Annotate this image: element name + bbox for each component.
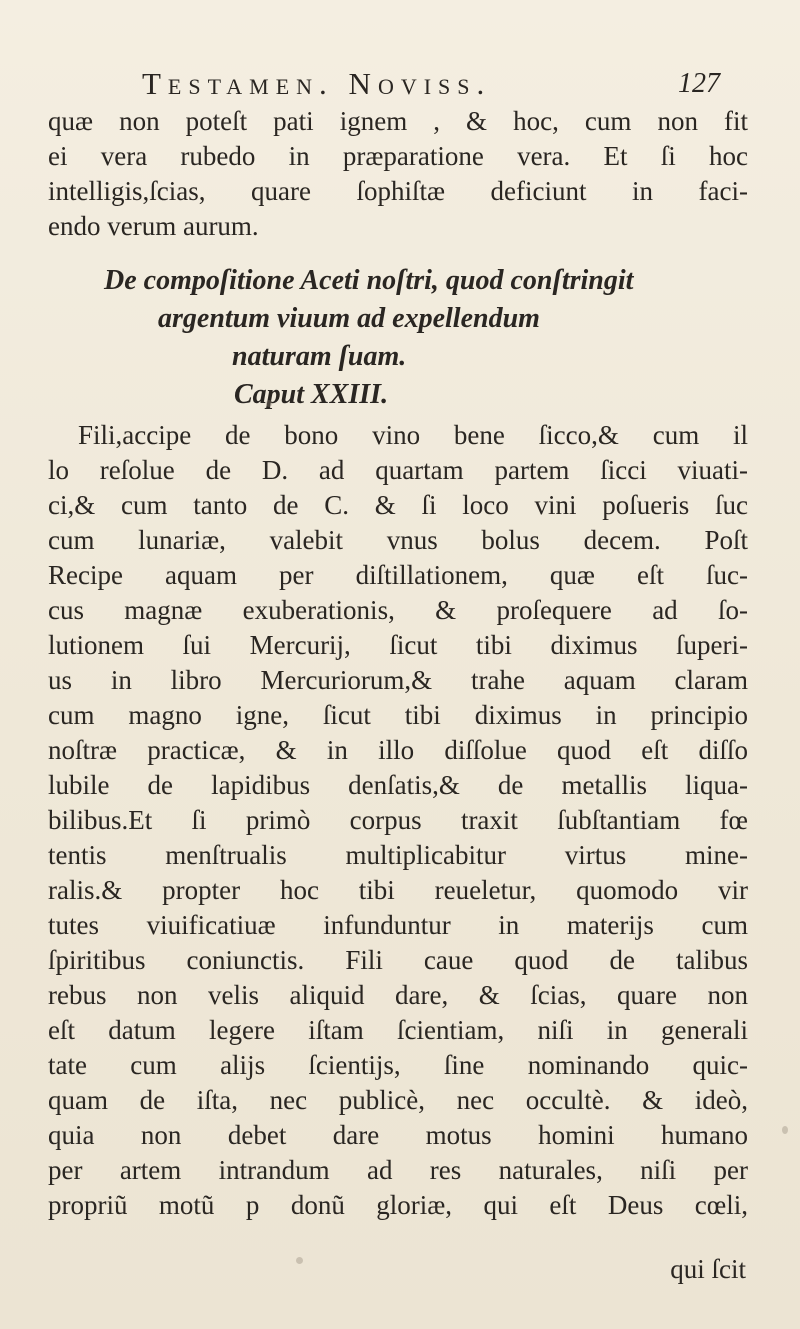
ink-spot xyxy=(782,1126,788,1134)
text-line: rebus non velis aliquid dare, & ſcias, quare non xyxy=(48,980,748,1010)
text-line: intelligis,ſcias, quare ſophiſtæ deficiunt in faci- xyxy=(48,176,748,206)
main-paragraph xyxy=(48,418,748,1223)
text-line: lutionem ſui Mercurij, ſicut tibi diximus ſuperi- xyxy=(48,630,748,660)
text-line: ſpiritibus coniunctis. Fili caue quod de talibus xyxy=(48,945,748,975)
text-line: tutes viuificatiuæ infunduntur in materijs cum xyxy=(48,910,748,940)
text-line: tentis menſtrualis multiplicabitur virtus mine- xyxy=(48,840,748,870)
running-head: Testamen. Noviss. xyxy=(142,66,492,101)
text-line: noſtræ practicæ, & in illo diſſolue quod eſt diſſo xyxy=(48,735,748,765)
text-line: per artem intrandum ad res naturales, niſi per xyxy=(48,1155,748,1185)
text-line: tate cum alijs ſcientijs, ſine nominando quic- xyxy=(48,1050,748,1080)
text-line: propriũ motũ p donũ gloriæ, qui eſt Deus cœli, xyxy=(48,1190,748,1220)
text-line: us in libro Mercuriorum,& trahe aquam claram xyxy=(48,665,748,695)
text-line: endo verum aurum. xyxy=(48,211,259,241)
text-line: quam de iſta, nec publicè, nec occultè. & ideò, xyxy=(48,1085,748,1115)
text-line: cum magno igne, ſicut tibi diximus in principio xyxy=(48,700,748,730)
catchword: qui ſcit xyxy=(670,1254,746,1284)
chapter-title-line: De compoſitione Aceti noſtri, quod conſtringit xyxy=(104,265,634,296)
chapter-caption: Caput XXIII. xyxy=(234,379,389,410)
chapter-title-line: naturam ſuam. xyxy=(232,341,407,372)
text-line: ralis.& propter hoc tibi reueletur, quomodo vir xyxy=(48,875,748,905)
text-line: ei vera rubedo in præparatione vera. Et ſi hoc xyxy=(48,141,748,171)
page-number: 127 xyxy=(678,68,720,99)
text-line: Fili,accipe de bono vino bene ſicco,& cum il xyxy=(78,420,748,450)
chapter-title-line: argentum viuum ad expellendum xyxy=(158,303,540,334)
page-header xyxy=(142,66,720,102)
text-line: quia non debet dare motus homini humano xyxy=(48,1120,748,1150)
text-line: cum lunariæ, valebit vnus bolus decem. Poſt xyxy=(48,525,748,555)
ink-spot xyxy=(266,400,272,407)
intro-paragraph xyxy=(48,104,748,244)
text-line: cus magnæ exuberationis, & proſequere ad ſo- xyxy=(48,595,748,625)
text-line: eſt datum legere iſtam ſcientiam, niſi in generali xyxy=(48,1015,748,1045)
text-line: ci,& cum tanto de C. & ſi loco vini poſueris ſuc xyxy=(48,490,748,520)
text-line: Recipe aquam per diſtillationem, quæ eſt ſuc- xyxy=(48,560,748,590)
text-line: lo reſolue de D. ad quartam partem ſicci viuati- xyxy=(48,455,748,485)
text-line: lubile de lapidibus denſatis,& de metallis liqua- xyxy=(48,770,748,800)
chapter-heading xyxy=(0,262,800,414)
text-line: quæ non poteſt pati ignem , & hoc, cum non fit xyxy=(48,106,748,136)
ink-spot xyxy=(296,1257,303,1264)
text-line: bilibus.Et ſi primò corpus traxit ſubſtantiam fœ xyxy=(48,805,748,835)
